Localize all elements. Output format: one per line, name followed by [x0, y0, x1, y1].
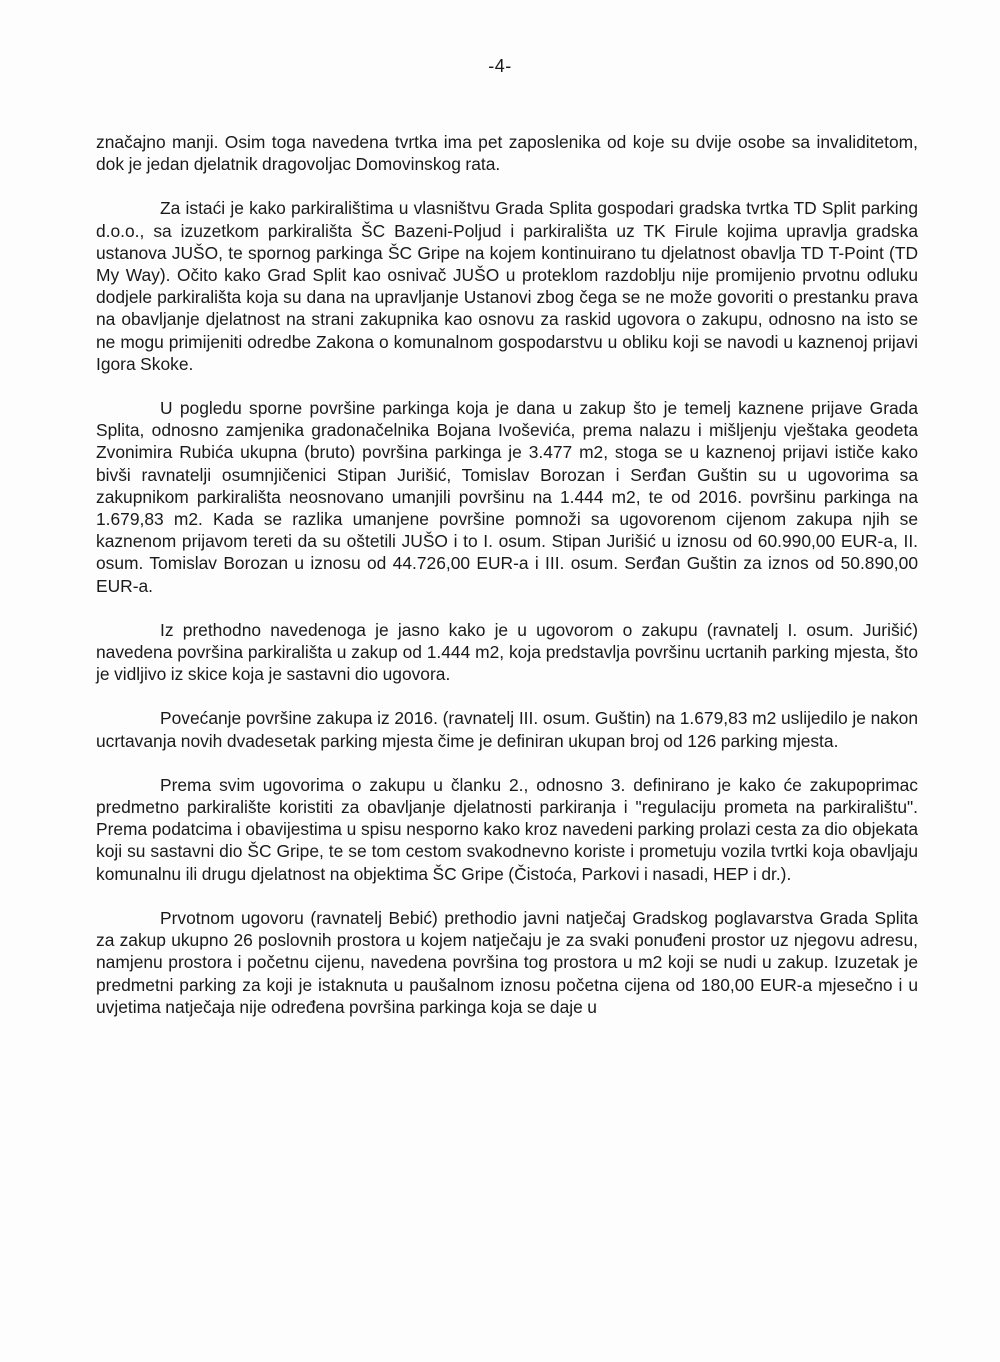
paragraph-disputed-area: U pogledu sporne površine parkinga koja je dana u zakup što je temelj kaznene prijave Grada Splita, odnosno zamjenika gradonačelnika Bojana Ivoševića, prema nalazu i mišljenju vještaka geodeta Zvonimira Rubića ukupna (bruto) površina parkinga je 3.477 m2, stoga se u kaznenoj prijavi ističe kako bivši ravnatelji osumnjičenici Stipan Jurišić, Tomislav Borozan i Serđan Guštin su u ugovorima sa zakupnikom parkirališta neosnovano umanjili površinu na 1.444 m2, te od 2016. površinu parkinga na 1.679,83 m2. Kada se razlika umanjene površine pomnoži sa ugovorenom cijenom zakupa njih se kaznenom prijavom tereti da su oštetili JUŠO i to I. osum. Stipan Jurišić u iznosu od 60.990,00 EUR-a, II. osum. Tomislav Borozan u iznosu od 44.726,00 EUR-a i III. osum. Serđan Guštin za iznos od 50.890,00 EUR-a. [96, 398, 918, 596]
page-number: -4- [488, 56, 512, 76]
paragraph-continued: značajno manji. Osim toga navedena tvrtka ima pet zaposlenika od koje su dvije osobe sa invaliditetom, dok je jedan djelatnik dragovoljac Domovinskog rata. [96, 132, 918, 175]
paragraph-lease-area: Iz prethodno navedenoga je jasno kako je u ugovorom o zakupu (ravnatelj I. osum. Jurišić) navedena površina parkirališta u zakup od 1.444 m2, koja predstavlja površinu ucrtanih parking mjesta, što je vidljivo iz skice koja je sastavni dio ugovora. [96, 619, 918, 685]
paragraph-lease-terms: Prema svim ugovorima o zakupu u članku 2., odnosno 3. definirano je kako će zakupoprimac predmetno parkiralište koristiti za obavljanje djelatnosti parkiranja i "regulaciju prometa na parkiralištu". Prema podatcima i obavijestima u spisu nesporno kako kroz navedeni parking prolazi cesta za dio objekata koji su sastavni dio ŠC Gripe, te se tom cestom svakodnevno koriste i prometuju vozila tvrtki koja obavljaju komunalnu ili drugu djelatnost na objektima ŠC Gripe (Čistoća, Parkovi i nasadi, HEP i dr.). [96, 774, 918, 884]
paragraph-original-contract: Prvotnom ugovoru (ravnatelj Bebić) prethodio javni natječaj Gradskog poglavarstva Grada Splita za zakup ukupno 26 poslovnih prostora u kojem natječaju je za svaki ponuđeni prostor uz njegovu adresu, namjenu prostora i početnu cijenu, navedena površina tog prostora u m2 koji se nudi u zakup. Izuzetak je predmetni parking za koji je istaknuta u paušalnom iznosu početna cijena od 180,00 EUR-a mjesečno i u uvjetima natječaja nije određena površina parkinga koja se daje u [96, 907, 918, 1017]
paragraph-area-increase: Povećanje površine zakupa iz 2016. (ravnatelj III. osum. Guštin) na 1.679,83 m2 uslijedilo je nakon ucrtavanja novih dvadesetak parking mjesta čime je definiran ukupan broj od 126 parking mjesta. [96, 708, 918, 751]
document-body [96, 131, 918, 1018]
paragraph-parking-management: Za istaći je kako parkiralištima u vlasništvu Grada Splita gospodari gradska tvrtka TD Split parking d.o.o., sa izuzetkom parkirališta ŠC Bazeni-Poljud i parkirališta uz TK Firule kojima upravlja gradska ustanova JUŠO, te spornog parkinga ŠC Gripe na kojem kontinuirano tu djelatnost obavlja TD T-Point (TD My Way). Očito kako Grad Split kao osnivač JUŠO u proteklom razdoblju nije promijenio prvotnu odluku dodjele parkirališta koja su dana na upravljanje Ustanovi zbog čega se ne može govoriti o prestanku prava na obavljanje djelatnost na strani zakupnika kao osnovu za raskid ugovora o zakupu, odnosno na isto se ne mogu primijeniti odredbe Zakona o komunalnom gospodarstvu u obliku koji se navodi u kaznenoj prijavi Igora Skoke. [96, 198, 918, 374]
